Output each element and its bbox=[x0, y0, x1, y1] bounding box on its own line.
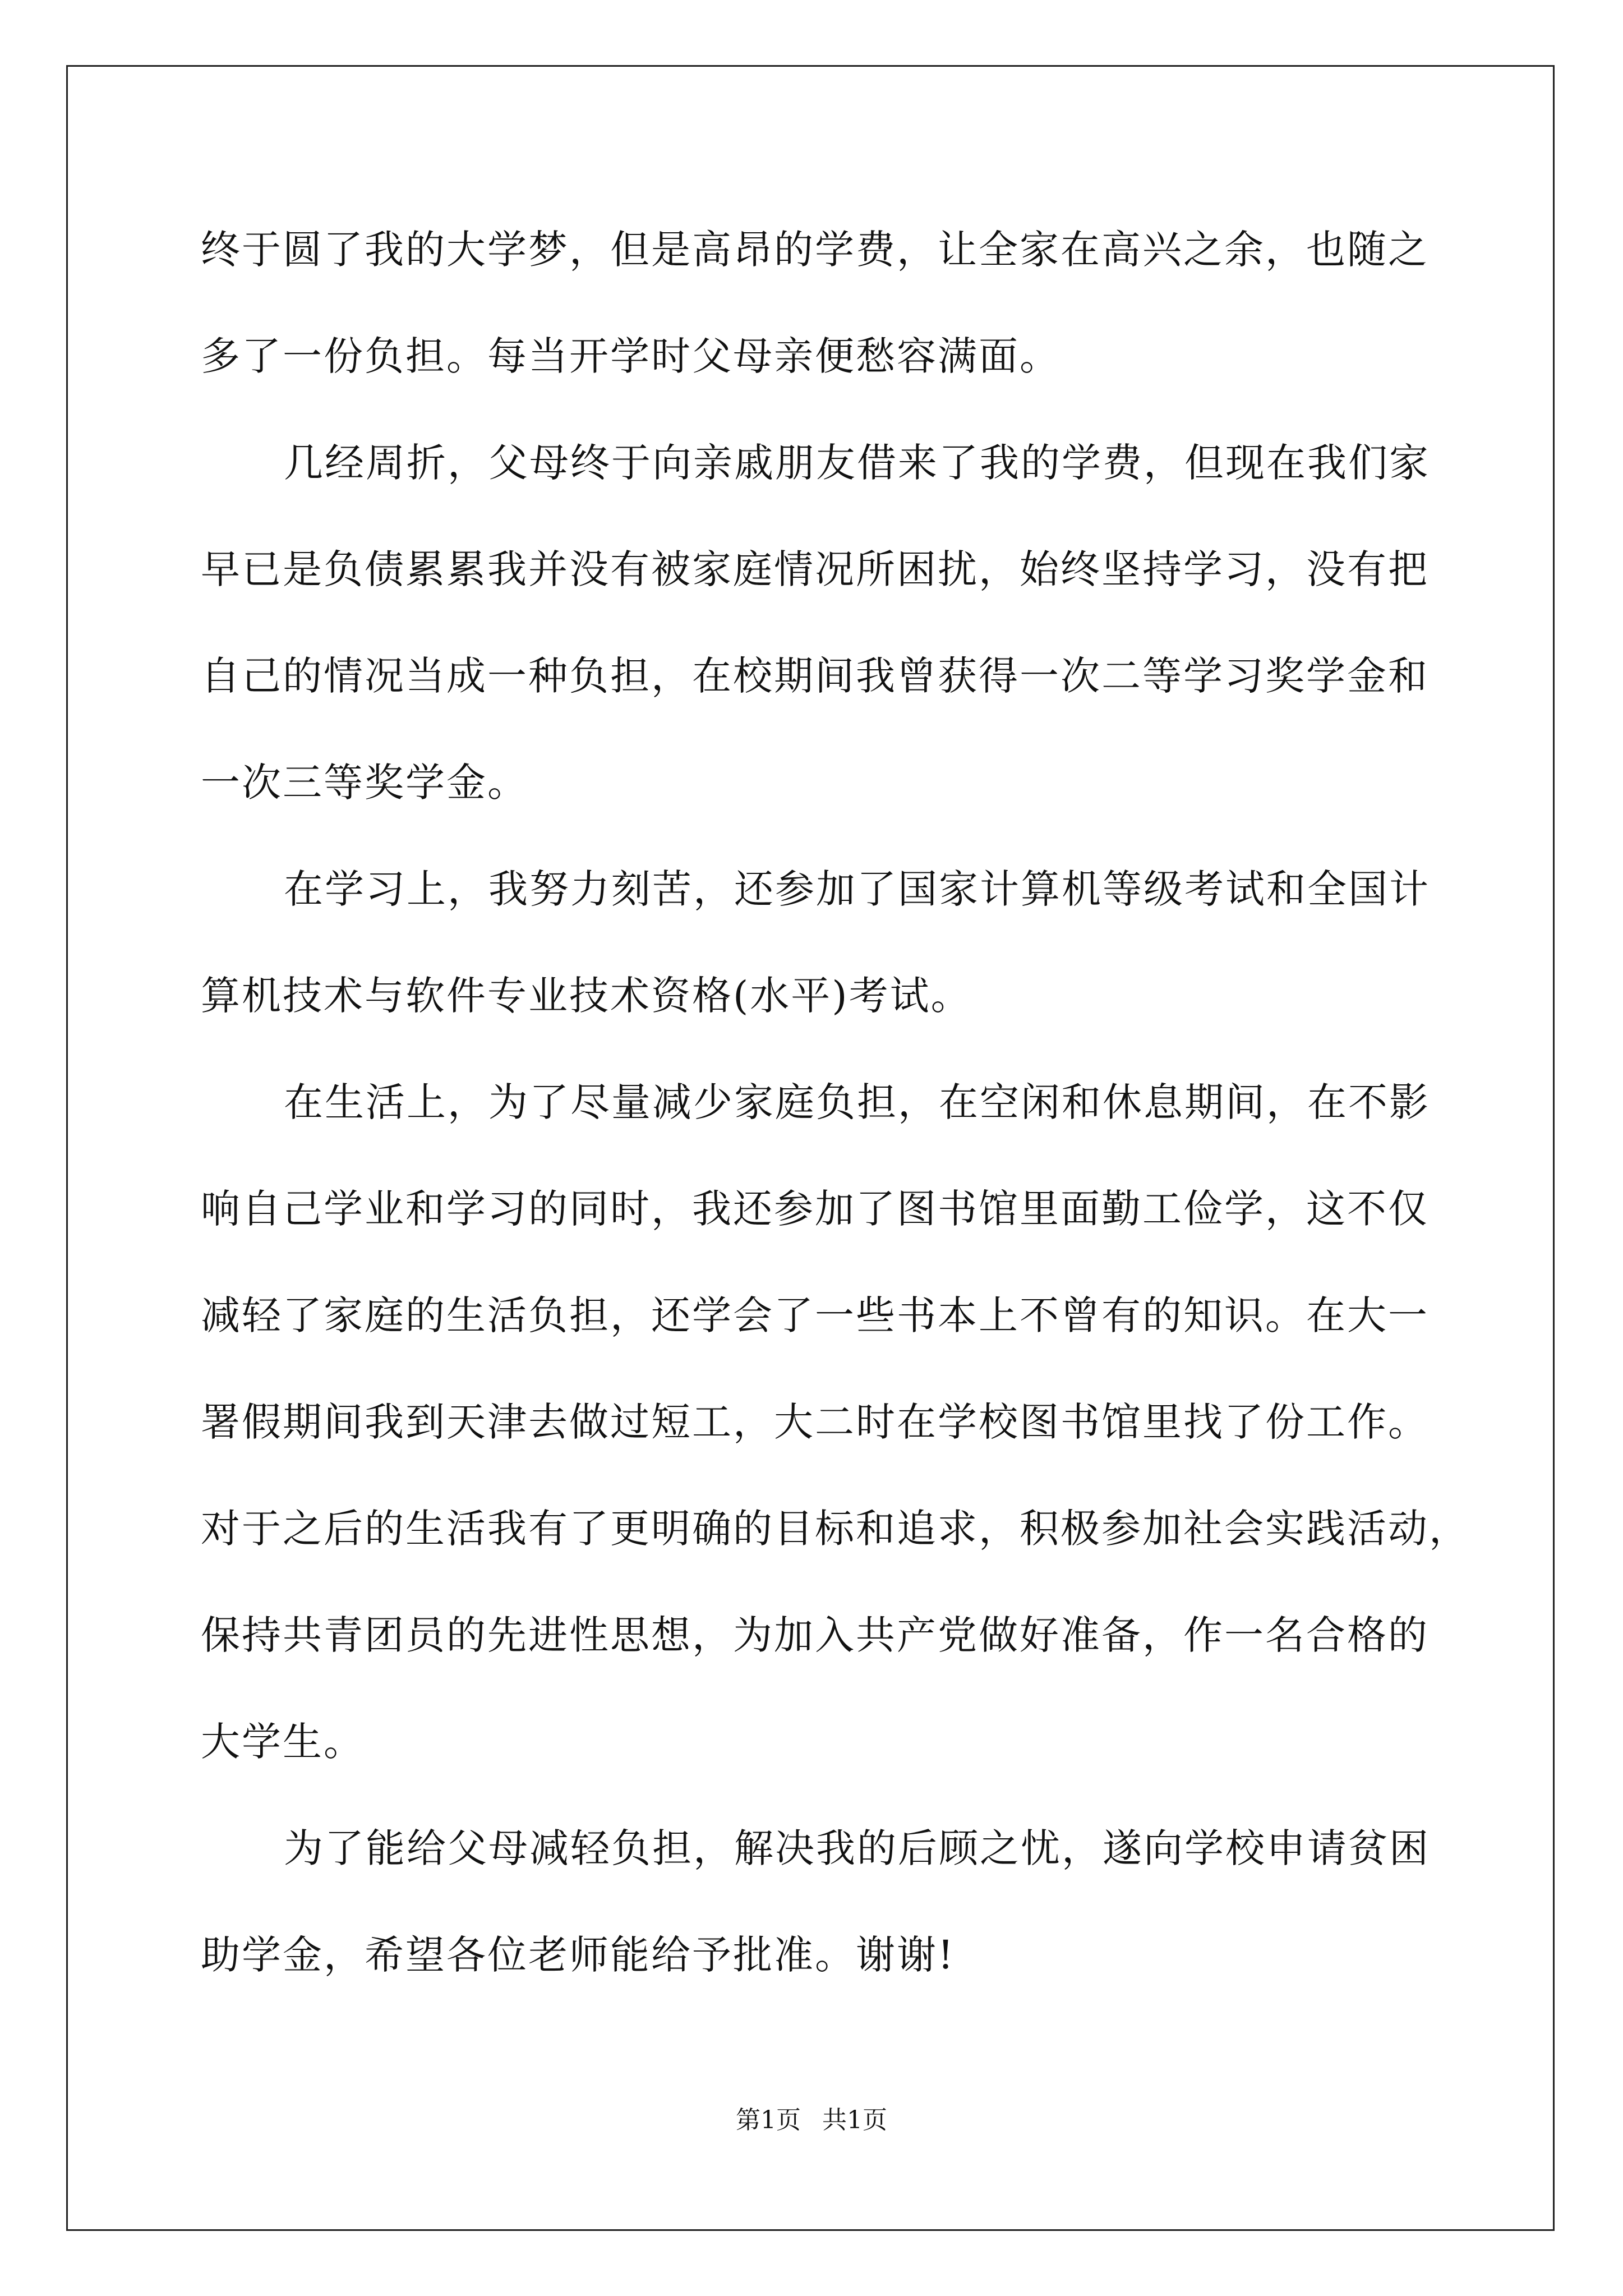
text-line: 署假期间我到天津去做过短工，大二时在学校图书馆里找了份工作。 bbox=[201, 1399, 1429, 1445]
page-footer bbox=[0, 2104, 1623, 2137]
paragraph-start-line: 在学习上，我努力刻苦，还参加了国家计算机等级考试和全国计 bbox=[284, 866, 1430, 912]
text-line: 多了一份负担。每当开学时父母亲便愁容满面。 bbox=[201, 333, 1061, 379]
text-line: 助学金，希望各位老师能给予批准。谢谢! bbox=[201, 1932, 956, 1978]
text-line: 算机技术与软件专业技术资格(水平)考试。 bbox=[201, 973, 972, 1019]
text-line: 一次三等奖学金。 bbox=[201, 760, 528, 806]
page-number-total: 共1页 bbox=[822, 2106, 887, 2134]
paragraph-start-line: 为了能给父母减轻负担，解决我的后顾之忧，遂向学校申请贫困 bbox=[284, 1825, 1430, 1871]
paragraph-start-line: 在生活上，为了尽量减少家庭负担，在空闲和休息期间，在不影 bbox=[284, 1079, 1430, 1125]
text-line: 早已是负债累累我并没有被家庭情况所困扰，始终坚持学习，没有把 bbox=[201, 546, 1429, 592]
page-border bbox=[66, 65, 1555, 2231]
text-line: 减轻了家庭的生活负担，还学会了一些书本上不曾有的知识。在大一 bbox=[201, 1292, 1429, 1338]
page-number-current: 第1页 bbox=[736, 2106, 801, 2134]
text-line: 自己的情况当成一种负担，在校期间我曾获得一次二等学习奖学金和 bbox=[201, 653, 1429, 699]
text-line: 响自己学业和学习的同时，我还参加了图书馆里面勤工俭学，这不仅 bbox=[201, 1186, 1429, 1232]
text-line: 保持共青团员的先进性思想，为加入共产党做好准备，作一名合格的 bbox=[201, 1612, 1429, 1658]
text-line: 大学生。 bbox=[201, 1719, 365, 1765]
paragraph-start-line: 几经周折，父母终于向亲戚朋友借来了我的学费，但现在我们家 bbox=[284, 440, 1430, 486]
text-line: 对于之后的生活我有了更明确的目标和追求，积极参加社会实践活动， bbox=[201, 1506, 1470, 1552]
text-line: 终于圆了我的大学梦，但是高昂的学费，让全家在高兴之余，也随之 bbox=[201, 227, 1429, 273]
